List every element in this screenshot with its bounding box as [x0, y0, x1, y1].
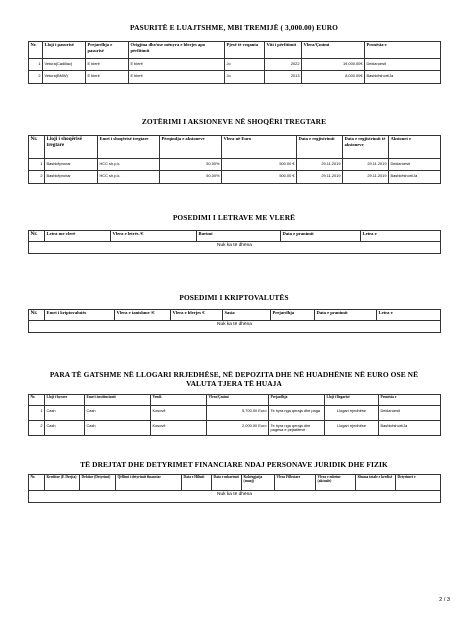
- table-cell: 50.00%: [160, 159, 222, 171]
- table-cell: Cash: [85, 421, 151, 436]
- table-cell: E blerë: [86, 59, 129, 71]
- table-cell: Jo: [225, 71, 265, 84]
- no-data-cell: Nuk ka të dhëna: [29, 242, 441, 254]
- col-header: Nr.: [29, 475, 45, 491]
- section-title-movable-assets: PASURITË E LUAJTSHME, MBI TREMIJË ( 3,000.00) EURO: [130, 23, 338, 32]
- table-cell: 2: [29, 71, 43, 84]
- section-title-cash-line1: PARA TË GATSHME NË LLOGARI RRJEDHËSE, NË DEPOZITA DHE NË HUADHËNIE NË EURO OSE NË: [49, 370, 419, 379]
- col-header: Letra e: [361, 231, 441, 242]
- col-header: Vlera/Çmimi: [302, 42, 365, 59]
- table-row: [29, 71, 441, 84]
- col-header: Vlera e mbetur (aktuale): [316, 475, 356, 491]
- table-cell: Cash: [45, 421, 85, 436]
- section-title-shares: ZOTËRIMI I AKSIONEVE NË SHOQËRI TREGTARE: [141, 117, 327, 126]
- col-header: Kreditor (E Drejta): [45, 475, 80, 491]
- col-header: Vlera e blerjes €: [171, 310, 223, 321]
- table-cell: Kosovë: [151, 421, 207, 436]
- cash-table: [28, 394, 441, 436]
- table-cell: 29.11.2019: [297, 171, 343, 184]
- col-header: Nr.: [29, 231, 45, 242]
- col-header: Nr.: [29, 310, 45, 321]
- col-header: Qëllimi i detyrimit financiar: [116, 475, 182, 491]
- col-header: Përqindja e aksioneve: [160, 136, 222, 159]
- table-cell: Te hyra nga qeraja dhe paga: [269, 406, 325, 421]
- table-row: [29, 406, 441, 421]
- table-cell: Llogari rrjedhëse: [325, 421, 379, 436]
- col-header: Shuma totale e kredisë: [356, 475, 396, 491]
- table-cell: HCC sh.p.k.: [98, 171, 160, 184]
- col-header: Prejardhja: [269, 395, 325, 406]
- col-header: Prejardhja e pasurisë: [86, 42, 129, 59]
- col-header: Vlera në Euro: [222, 136, 297, 159]
- col-header: Lloji i shoqërisë tregtare: [45, 136, 98, 159]
- col-header: Burimi: [197, 231, 281, 242]
- table-cell: 2022: [265, 59, 302, 71]
- table-cell: Vetura(BMW): [43, 71, 86, 84]
- table-cell: 5,700.00 Euro: [207, 406, 269, 421]
- table-row: [29, 59, 441, 71]
- table-row: [29, 171, 441, 184]
- table-cell: E blerë: [129, 59, 225, 71]
- table-cell: Vetura(Cadillac): [43, 59, 86, 71]
- table-cell: Cash: [45, 406, 85, 421]
- col-header: Nr.: [29, 395, 45, 406]
- col-header: Emri i shoqërisë tregtare: [98, 136, 160, 159]
- table-row: [29, 242, 441, 254]
- col-header: Emri i institucionit: [85, 395, 151, 406]
- section-title-securities: POSEDIMI I LETRAVE ME VLERË: [172, 213, 296, 222]
- table-cell: 29.11.2019: [343, 159, 389, 171]
- table-cell: Bashkëshort/Ja: [389, 171, 441, 184]
- col-header: Data e mbarimit: [212, 475, 242, 491]
- col-header: Vlera e letrës /€: [111, 231, 197, 242]
- col-header: Emri i kriptovalutës: [45, 310, 115, 321]
- col-header: Vlera Fillestare: [275, 475, 316, 491]
- movable-assets-table: [28, 41, 441, 84]
- col-header: Aksionet e: [389, 136, 441, 159]
- table-cell: Cash: [85, 406, 151, 421]
- table-cell: Deklaruesit: [389, 159, 441, 171]
- col-header: Prejardhja: [271, 310, 315, 321]
- col-header: Pronësia e: [379, 395, 441, 406]
- table-cell: Deklaruesit: [379, 406, 441, 421]
- table-cell: HCC sh.p.k.: [98, 159, 160, 171]
- table-cell: 500.00 €: [222, 171, 297, 184]
- table-cell: Deklaruesit: [365, 59, 441, 71]
- shares-table: [28, 135, 441, 184]
- table-cell: 8,000.00€: [302, 71, 365, 84]
- table-cell: 500.00 €: [222, 159, 297, 171]
- section-title-financial-obligations: TË DREJTAT DHE DETYRIMET FINANCIARE NDAJ PERSONAVE JURIDIK DHE FIZIK: [80, 460, 388, 469]
- col-header: Letra me vlerë: [45, 231, 111, 242]
- col-header: Data e pranimit: [315, 310, 377, 321]
- section-title-cash-line2: VALUTA TJERA TË HUAJA: [186, 379, 282, 388]
- table-row: [29, 159, 441, 171]
- no-data-cell: Nuk ka të dhëna: [29, 491, 441, 503]
- col-header: Nr.: [29, 42, 43, 59]
- col-header: Nr.: [29, 136, 45, 159]
- col-header: Kohëzgjatja (muaj): [242, 475, 275, 491]
- section-title-crypto: POSEDIMI I KRIPTOVALUTËS: [179, 293, 289, 302]
- col-header: Sasia: [223, 310, 271, 321]
- col-header: Lloji i pasurisë: [43, 42, 86, 59]
- col-header: Viti i përfitimit: [265, 42, 302, 59]
- securities-table: [28, 230, 441, 254]
- table-cell: Bashkëpronar: [45, 159, 98, 171]
- col-header: Data e regjistrimit: [297, 136, 343, 159]
- table-cell: Jo: [225, 59, 265, 71]
- col-header: Data e Hiltnit: [182, 475, 212, 491]
- table-cell: 2,000.00 Euro: [207, 421, 269, 436]
- col-header: Data e pranimit: [281, 231, 361, 242]
- col-header: Lloji i hyrave: [45, 395, 85, 406]
- table-cell: Llogari rrjedhëse: [325, 406, 379, 421]
- table-row: [29, 491, 441, 503]
- col-header: Vlera e tanishme /€: [115, 310, 171, 321]
- no-data-cell: Nuk ka të dhëna: [29, 321, 441, 333]
- table-cell: 29.11.2019: [343, 171, 389, 184]
- col-header: Pronësia e: [365, 42, 441, 59]
- col-header: Pjesë të veqanta: [225, 42, 265, 59]
- col-header: Data e regjistrimit të aksioneve: [343, 136, 389, 159]
- col-header: Detyrimet e: [396, 475, 441, 491]
- page-number: 2 / 3: [439, 597, 450, 603]
- table-cell: 2013: [265, 71, 302, 84]
- col-header: Letra e: [377, 310, 441, 321]
- table-cell: Kosovë: [151, 406, 207, 421]
- col-header: Vendi: [151, 395, 207, 406]
- financial-obligations-table: [28, 474, 441, 503]
- col-header: Lloji i llogarisë: [325, 395, 379, 406]
- table-cell: 1: [29, 59, 43, 71]
- table-cell: E blerë: [129, 71, 225, 84]
- table-cell: E blerë: [86, 71, 129, 84]
- table-cell: 29.11.2019: [297, 159, 343, 171]
- table-cell: Bashkëpronar: [45, 171, 98, 184]
- table-row: [29, 321, 441, 333]
- table-cell: 50.00%: [160, 171, 222, 184]
- table-cell: 2: [29, 171, 45, 184]
- table-row: [29, 421, 441, 436]
- col-header: Vlera/Çmimi: [207, 395, 269, 406]
- col-header: Origjina dhe/ose mënyra e blerjes apo përfitimit: [129, 42, 225, 59]
- table-cell: 19,000.00€: [302, 59, 365, 71]
- table-cell: 1: [29, 406, 45, 421]
- table-cell: Te hyra nga qeraja dhe pagesa e pejtatiteve: [269, 421, 325, 436]
- table-cell: 2: [29, 421, 45, 436]
- col-header: Debitor (Detyrimi): [80, 475, 116, 491]
- table-cell: Bashkëshort/Ja: [365, 71, 441, 84]
- table-cell: 1: [29, 159, 45, 171]
- crypto-table: [28, 309, 441, 333]
- table-cell: Bashkëshort/Ja: [379, 421, 441, 436]
